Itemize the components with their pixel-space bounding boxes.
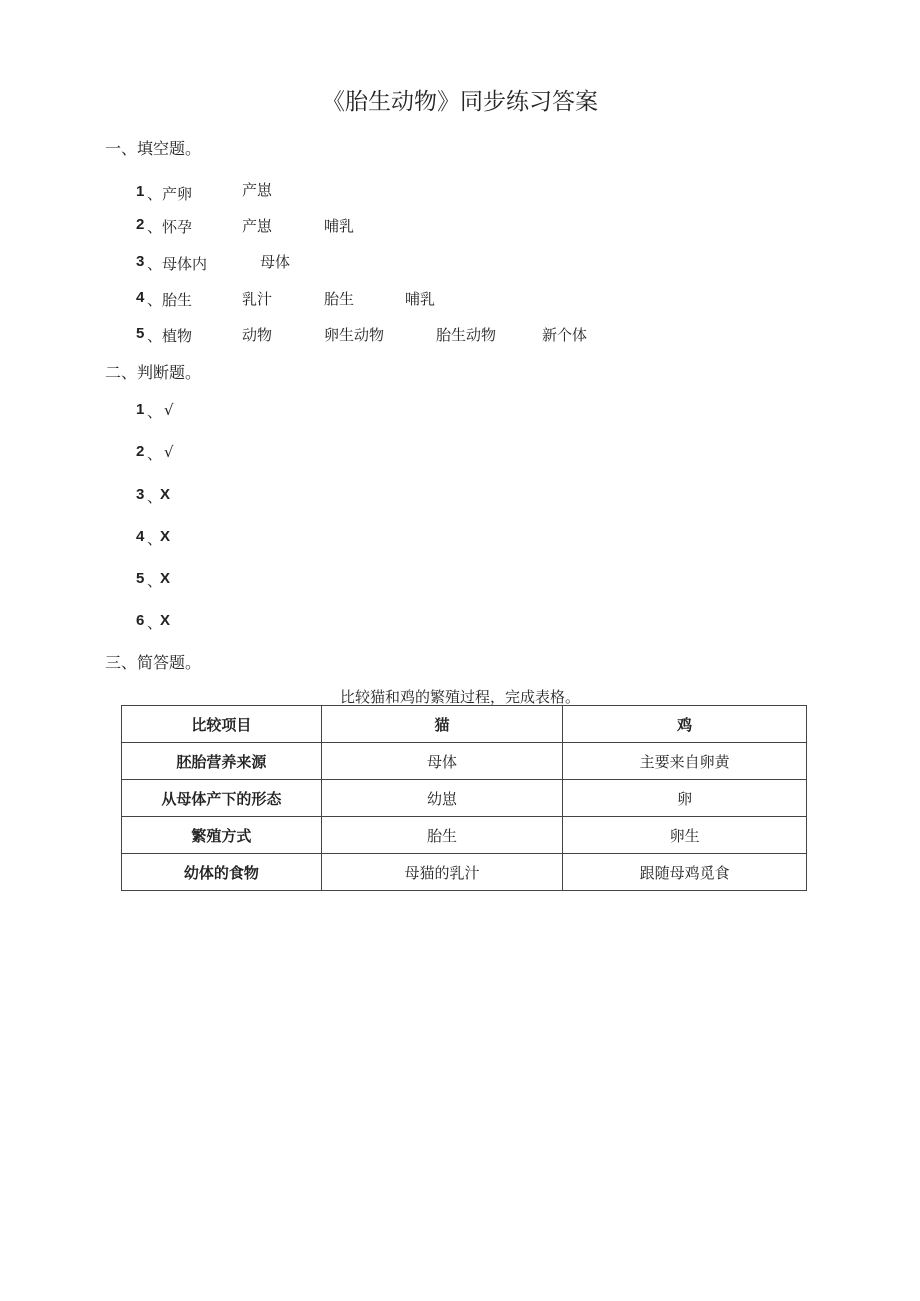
answer: 哺乳	[405, 290, 436, 308]
item-number: 1	[136, 183, 145, 200]
answer: 怀孕	[162, 218, 193, 236]
separator: 、	[147, 572, 163, 590]
separator: 、	[147, 255, 163, 273]
table-row	[122, 743, 807, 780]
separator: 、	[147, 614, 163, 632]
cross-mark: X	[160, 486, 171, 503]
table-cell: 幼崽	[321, 780, 563, 817]
table-cell: 跟随母鸡觅食	[563, 854, 807, 891]
separator: 、	[147, 327, 163, 345]
item-number: 3	[136, 253, 145, 270]
answer: 乳汁	[242, 290, 273, 308]
cross-mark: X	[160, 528, 171, 545]
separator: 、	[147, 185, 163, 203]
answer: 产崽	[242, 217, 273, 235]
separator: 、	[147, 445, 163, 463]
check-mark: √	[164, 401, 174, 419]
answer: 哺乳	[324, 217, 355, 235]
table-cell: 卵生	[563, 817, 807, 854]
separator: 、	[147, 488, 163, 506]
item-number: 4	[136, 528, 145, 545]
table-row	[122, 780, 807, 817]
table-cell: 母猫的乳汁	[321, 854, 563, 891]
cross-mark: X	[160, 570, 171, 587]
answer: 新个体	[542, 326, 588, 344]
answer: 胎生	[324, 290, 355, 308]
answer: 胎生	[162, 291, 193, 309]
answer: 胎生动物	[436, 326, 497, 344]
answer: 产崽	[242, 181, 273, 199]
answer: 卵生动物	[324, 326, 385, 344]
table-header-row	[122, 706, 807, 743]
row-label: 从母体产下的形态	[122, 780, 322, 817]
table-cell: 母体	[321, 743, 563, 780]
check-mark: √	[164, 443, 174, 461]
answer: 母体内	[162, 255, 208, 273]
separator: 、	[147, 530, 163, 548]
table-row	[122, 854, 807, 891]
header-cell: 猫	[321, 706, 563, 743]
row-label: 繁殖方式	[122, 817, 322, 854]
item-number: 1	[136, 401, 145, 418]
item-number: 5	[136, 325, 145, 342]
cross-mark: X	[160, 612, 171, 629]
row-label: 胚胎营养来源	[122, 743, 322, 780]
table-cell: 主要来自卵黄	[563, 743, 807, 780]
page-title: 《胎生动物》同步练习答案	[322, 89, 598, 115]
table-cell: 卵	[563, 780, 807, 817]
answer: 产卵	[162, 185, 193, 203]
item-number: 5	[136, 570, 145, 587]
item-number: 6	[136, 612, 145, 629]
row-label: 幼体的食物	[122, 854, 322, 891]
header-cell: 鸡	[563, 706, 807, 743]
separator: 、	[147, 291, 163, 309]
table-caption: 比较猫和鸡的繁殖过程，完成表格。	[339, 688, 580, 706]
section-true-false-heading: 二、判断题。	[105, 363, 202, 382]
answer: 母体	[260, 253, 291, 271]
separator: 、	[147, 218, 163, 236]
answer: 动物	[242, 326, 273, 344]
item-number: 4	[136, 289, 145, 306]
separator: 、	[147, 403, 163, 421]
item-number: 2	[136, 443, 145, 460]
item-number: 2	[136, 216, 145, 233]
item-number: 3	[136, 486, 145, 503]
header-cell: 比较项目	[122, 706, 322, 743]
section-fill-blank-heading: 一、填空题。	[105, 139, 202, 158]
comparison-table	[121, 705, 807, 891]
answer: 植物	[162, 327, 193, 345]
table-cell: 胎生	[321, 817, 563, 854]
table-row	[122, 817, 807, 854]
section-short-answer-heading: 三、简答题。	[105, 653, 202, 672]
